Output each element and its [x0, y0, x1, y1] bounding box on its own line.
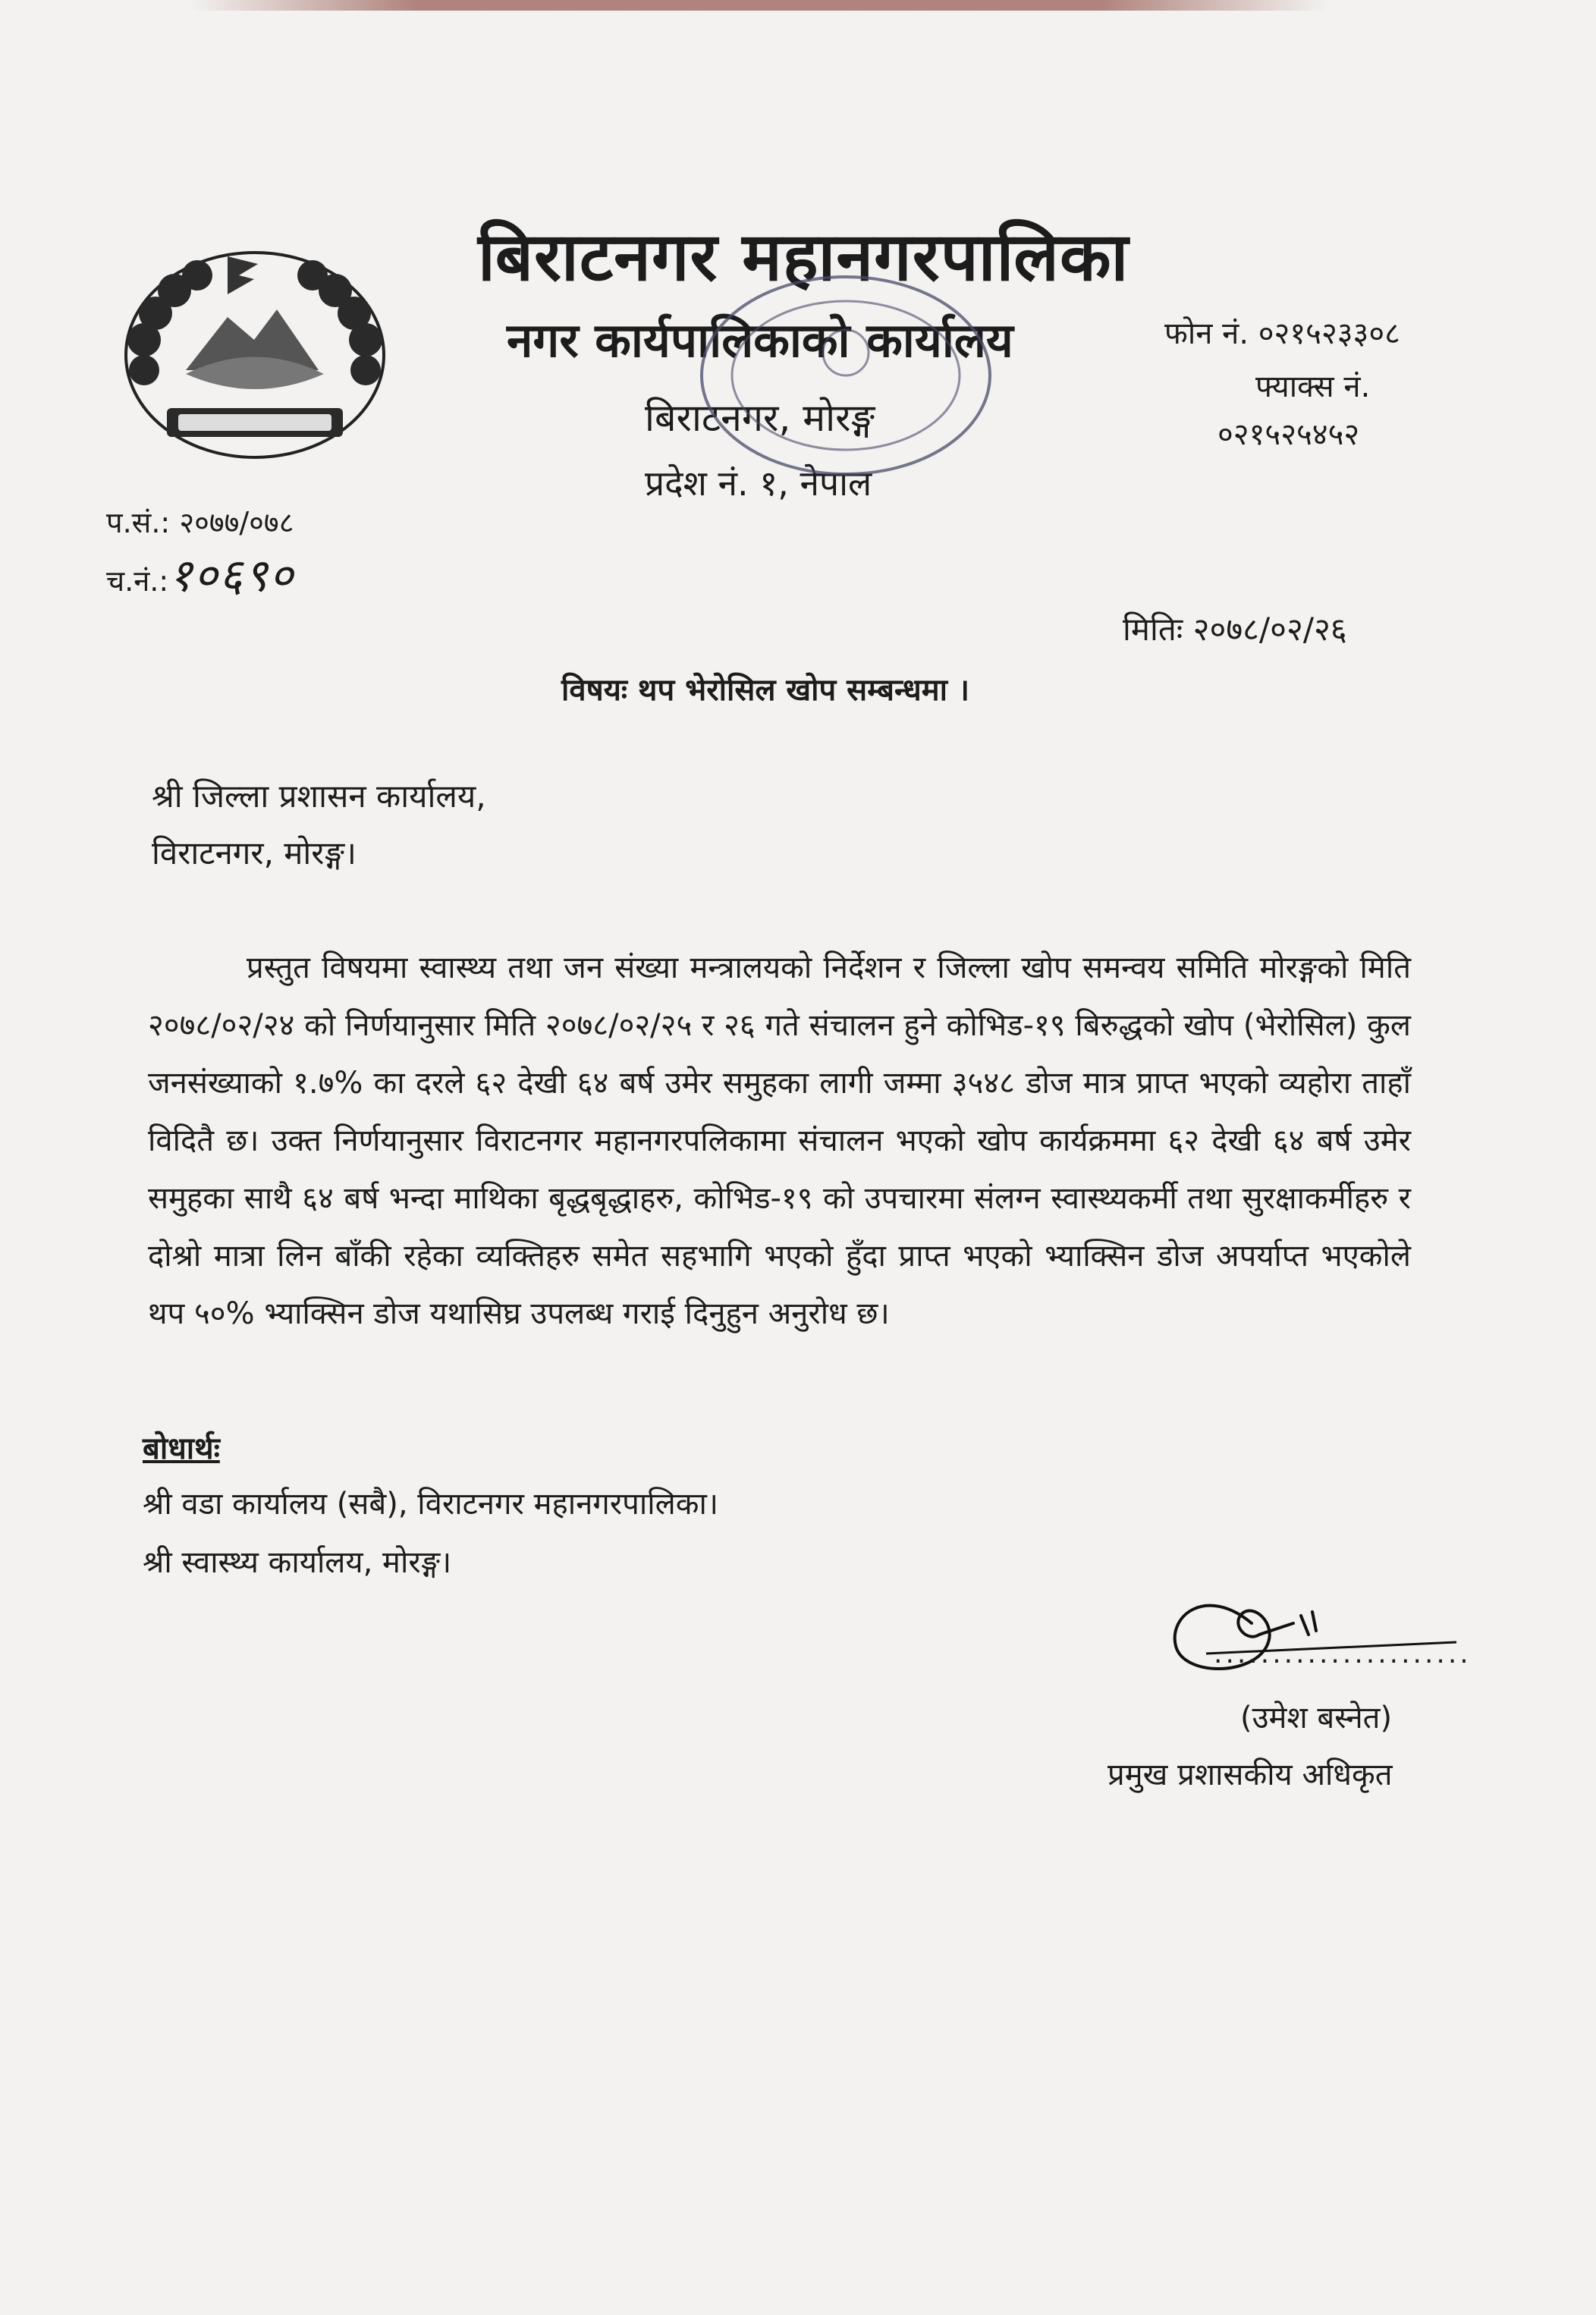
- cn-value-handwritten: १०६९०: [168, 549, 295, 602]
- signatory-name: (उमेश बस्नेत): [1240, 1701, 1393, 1735]
- addressee-line2: विराटनगर, मोरङ्ग।: [152, 834, 357, 872]
- cc-line2: श्री स्वास्थ्य कार्यालय, मोरङ्ग।: [143, 1545, 452, 1580]
- cn-label: च.नं.:: [106, 564, 169, 598]
- fax-label: फ्याक्स नं.: [1255, 369, 1371, 404]
- reference-cn: [106, 542, 294, 605]
- top-edge-band: [190, 0, 1327, 11]
- ps-value: २०७७/०७८: [179, 506, 294, 539]
- addressee-line1: श्री जिल्ला प्रशासन कार्यालय,: [152, 777, 486, 815]
- office-location: बिराटनगर, मोरङ्ग: [645, 396, 875, 440]
- signatory-designation: प्रमुख प्रशासकीय अधिकृत: [1107, 1757, 1393, 1792]
- reference-ps: [106, 502, 294, 542]
- fax-number: ०२१५२५४५२: [1217, 417, 1360, 452]
- office-subtitle: नगर कार्यपालिकाको कार्यालय: [507, 313, 1013, 368]
- ps-label: प.सं.:: [106, 506, 171, 539]
- office-stamp-icon: [686, 262, 1005, 489]
- cc-heading: बोधार्थः: [143, 1431, 220, 1466]
- letter-body: प्रस्तुत विषयमा स्वास्थ्य तथा जन संख्या मन्त्रालयको निर्देशन र जिल्ला खोप समन्वय समिति मोरङ्गको मिति २०७८/०२/२४ को निर्णयानुसार मिति २०७८/०२/२५ र २६ गते संचालन हुने कोभिड-१९ बिरुद्धको खोप (भेरोसिल) कुल जनसंख्याको १.७% का दरले ६२ देखी ६४ बर्ष उमेर समुहका लागी जम्मा ३५४८ डोज मात्र प्राप्त भएको व्यहोरा ताहाँ विदितै छ। उक्त निर्णयानुसार विराटनगर महानगरपलिकामा संचालन भएको खोप कार्यक्रममा ६२ देखी ६४ बर्ष उमेर समुहका साथै ६४ बर्ष भन्दा माथिका बृद्धबृद्धाहरु, कोभिड-१९ को उपचारमा संलग्न स्वास्थ्यकर्मी तथा सुरक्षाकर्मीहरु र दोश्रो मात्रा लिन बाँकी रहेका व्यक्तिहरु समेत सहभागि भएको हुँदा प्राप्त भएको भ्याक्सिन डोज अपर्याप्त भएकोले थप ५०% भ्याक्सिन डोज यथासिघ्र उपलब्ध गराई दिनुहुन अनुरोध छ।: [148, 950, 1411, 1331]
- phone-number: फोन नं. ०२१५२३३०८: [1164, 316, 1400, 351]
- signature-icon: [1161, 1570, 1464, 1691]
- government-emblem-icon: [114, 241, 396, 469]
- office-title: बिराटनगर महानगरपालिका: [478, 218, 1129, 296]
- letter-subject: विषयः थप भेरोसिल खोप सम्बन्धमा ।: [561, 673, 970, 708]
- office-province: प्रदेश नं. १, नेपाल: [645, 463, 872, 504]
- letter-date: मितिः २०७८/०२/२६: [1123, 611, 1347, 648]
- signature-line: ......................: [1214, 1638, 1472, 1670]
- cc-line1: श्री वडा कार्यालय (सबै), विराटनगर महानगरपालिका।: [143, 1487, 718, 1522]
